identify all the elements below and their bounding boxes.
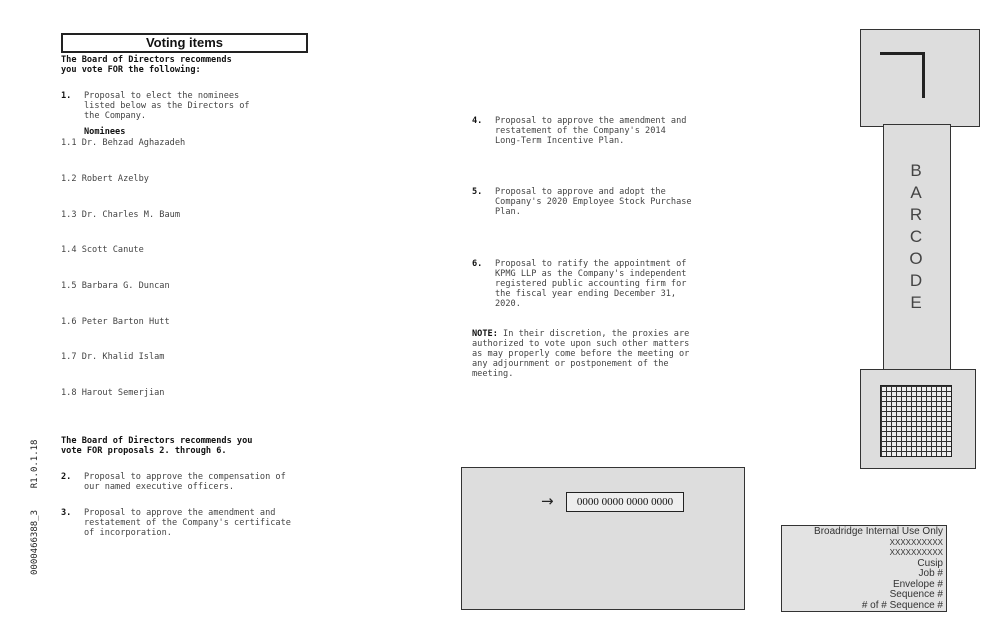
proposal-6 [472, 259, 732, 313]
nominee-item: 1.3 Dr. Charles M. Baum [61, 210, 180, 220]
proposal-text: Proposal to elect the nominees listed below as the Directors of the Company. [84, 91, 250, 121]
proposal-4 [472, 116, 732, 150]
barcode-letter: E [910, 293, 922, 312]
internal-line: Cusip [917, 557, 943, 569]
nominee-item: 1.1 Dr. Behzad Aghazadeh [61, 138, 186, 148]
board-recommendation-intro: The Board of Directors recommends you vote FOR the following: [61, 55, 232, 75]
internal-line: XXXXXXXXXX [889, 548, 943, 557]
proposal-3 [61, 508, 321, 542]
document-control-code: 0000466388_3 R1.0.1.18 [30, 439, 40, 575]
internal-line: Job # [918, 568, 943, 579]
proposal-number: 4. [472, 116, 483, 126]
nominee-item: 1.7 Dr. Khalid Islam [61, 352, 165, 362]
proposal-5 [472, 187, 732, 221]
proposal-text: Proposal to approve the amendment and restatement of the Company's certificate of incorporation. [84, 508, 291, 538]
proposal-number: 6. [472, 259, 483, 269]
proposal-text: Proposal to approve the compensation of our named executive officers. [84, 472, 286, 492]
internal-use-title: Broadridge Internal Use Only [814, 526, 943, 537]
barcode-letter: B [910, 161, 922, 180]
nominee-item: 1.8 Harout Semerjian [61, 388, 165, 398]
corner-mark-icon [880, 52, 925, 98]
note-paragraph [472, 329, 732, 379]
proposal-text: Proposal to approve the amendment and restatement of the Company's 2014 Long-Term Incentive Plan. [495, 116, 687, 146]
internal-use-box [781, 525, 947, 612]
barcode-letter: D [909, 271, 923, 290]
internal-line: # of # Sequence # [861, 599, 943, 611]
proposal-number: 1. [61, 91, 72, 101]
internal-line: Sequence # [889, 589, 943, 600]
proposal-number: 2. [61, 472, 72, 482]
barcode-letter: O [909, 249, 923, 268]
note-text: In their discretion, the proxies are authorized to vote upon such other matters as may properly come before the meeting or any adjournment or postponement of the meeting. [472, 329, 690, 379]
barcode-letter: R [909, 205, 923, 224]
proposal-number: 3. [61, 508, 72, 518]
note-label: NOTE: [472, 329, 498, 339]
nominee-item: 1.2 Robert Azelby [61, 174, 149, 184]
voting-items-header: Voting items [61, 33, 308, 53]
barcode-label [883, 160, 949, 314]
proposal-text: Proposal to approve and adopt the Company's 2020 Employee Stock Purchase Plan. [495, 187, 692, 217]
2d-barcode-grid-icon [880, 385, 952, 457]
barcode-letter: C [909, 227, 923, 246]
nominee-item: 1.5 Barbara G. Duncan [61, 281, 170, 291]
proposal-1 [61, 91, 321, 141]
internal-line: XXXXXXXXXX [889, 537, 943, 547]
control-number: 0000 0000 0000 0000 [566, 492, 684, 512]
nominees-label: Nominees [84, 127, 126, 137]
nominee-item: 1.4 Scott Canute [61, 245, 144, 255]
proposal-text: Proposal to ratify the appointment of KPMG LLP as the Company's independent registered public accounting firm for the fiscal year ending December 31, 2020. [495, 259, 687, 309]
internal-line: Envelope # [892, 578, 943, 590]
board-recommendation-intro-2: The Board of Directors recommends you vote FOR proposals 2. through 6. [61, 436, 253, 456]
proposal-2 [61, 472, 321, 496]
arrow-right-icon: → [541, 492, 554, 510]
nominee-item: 1.6 Peter Barton Hutt [61, 317, 170, 327]
control-number-box [461, 467, 745, 610]
proposal-number: 5. [472, 187, 483, 197]
barcode-letter: A [910, 183, 922, 202]
